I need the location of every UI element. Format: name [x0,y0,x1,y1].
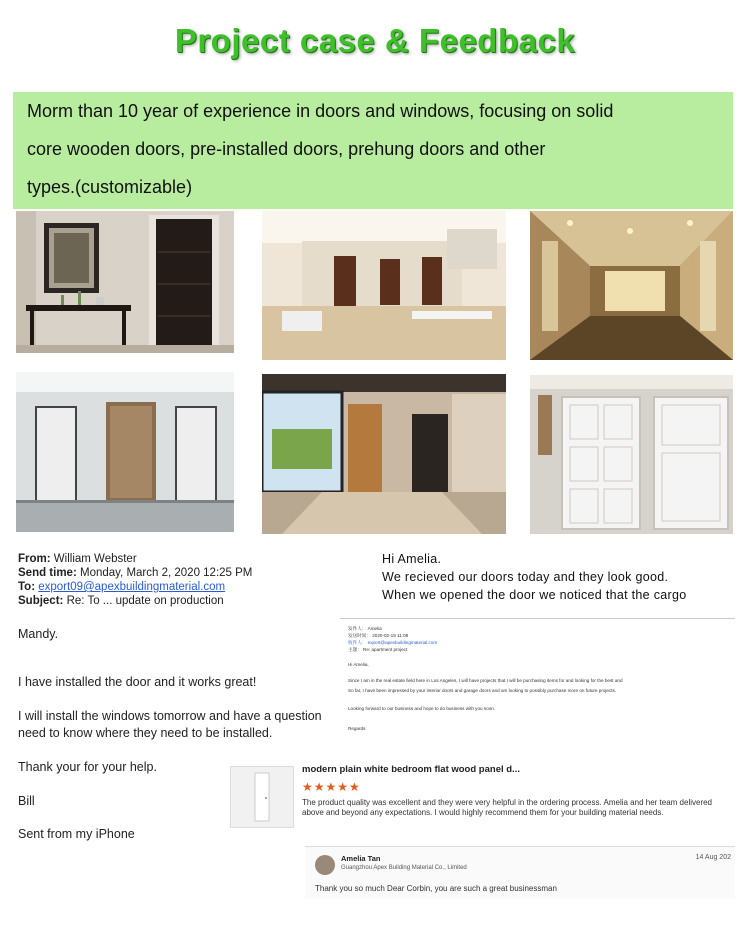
banner-line-1: Morm than 10 year of experience in doors and windows, focusing on solid [27,101,614,121]
rating-stars: ★★★★★ [302,780,361,794]
note-line-6: Bill [18,794,35,808]
photo-white-doors-hall [16,372,234,532]
avatar [315,855,335,875]
note-line-7: Sent from my iPhone [18,827,135,841]
greeting-line-2: We recieved our doors today and they look good. [382,570,669,584]
note-line-5: Thank your for your help. [18,760,157,774]
review-text: The product quality was excellent and they were very helpful in the ordering process. Amelia and her team delivered above and beyond any expectations. I would highly recommend them for your building material needs. [302,798,713,817]
seller-reply [305,846,735,899]
reply-message: Thank you so much Dear Corbin, you are such a great businessman [315,884,557,893]
banner-line-2: core wooden doors, pre-installed doors, prehung doors and other [27,139,546,159]
banner-line-3: types.(customizable) [27,177,193,197]
email-to-row: To: export09@apexbuildingmaterial.com [18,581,226,593]
intro-banner [13,92,733,209]
photo-villa-entrance [262,374,506,534]
greeting-line-1: Hi Amelia. [382,552,442,566]
email-subject-row: Subject: Re: To ... update on production [18,595,224,607]
photo-hotel-corridor [530,211,733,360]
small-email-screenshot: 发件人： Amelia 发送时间： 2020-02-19 11:08 收件人： export@apexbuildingmaterial.com 主题： Re: apartment project Hi Amelia, Since I am in the real estate field here in Los Angeles, I will have projects that I will be purchasing items for and looking for the best and So far, I have been impressed by your interior doors and garage doors and am looking to possibly purchase more on future projects. Looking forward to our business and hope to do business with you soon. Regards [340,618,735,757]
customer-greeting [382,550,686,604]
greeting-line-3: When we opened the door we noticed that the cargo [382,588,687,602]
email-from-row: From: William Webster [18,553,137,565]
product-thumbnail[interactable] [230,766,294,828]
note-line-1: Mandy. [18,627,59,641]
note-line-3: I will install the windows tomorrow and have a question [18,709,322,723]
reply-company: Guangzhou Apex Building Material Co., Limited [341,865,467,871]
photo-white-panel-doors [530,375,733,534]
page-title: Project case & Feedback [174,22,576,59]
review-product-title[interactable]: modern plain white bedroom flat wood panel d... [302,764,520,775]
reply-date: 14 Aug 202 [695,854,731,861]
customer-email-header [18,545,353,613]
photo-living-room-doors [262,211,506,360]
note-line-4: need to know where they need to be installed. [18,726,273,740]
reply-author-name: Amelia Tan [341,854,381,863]
photo-dark-door-console [16,211,234,353]
email-sent-row: Send time: Monday, March 2, 2020 12:25 PM [18,567,253,579]
note-line-2: I have installed the door and it works great! [18,675,257,689]
